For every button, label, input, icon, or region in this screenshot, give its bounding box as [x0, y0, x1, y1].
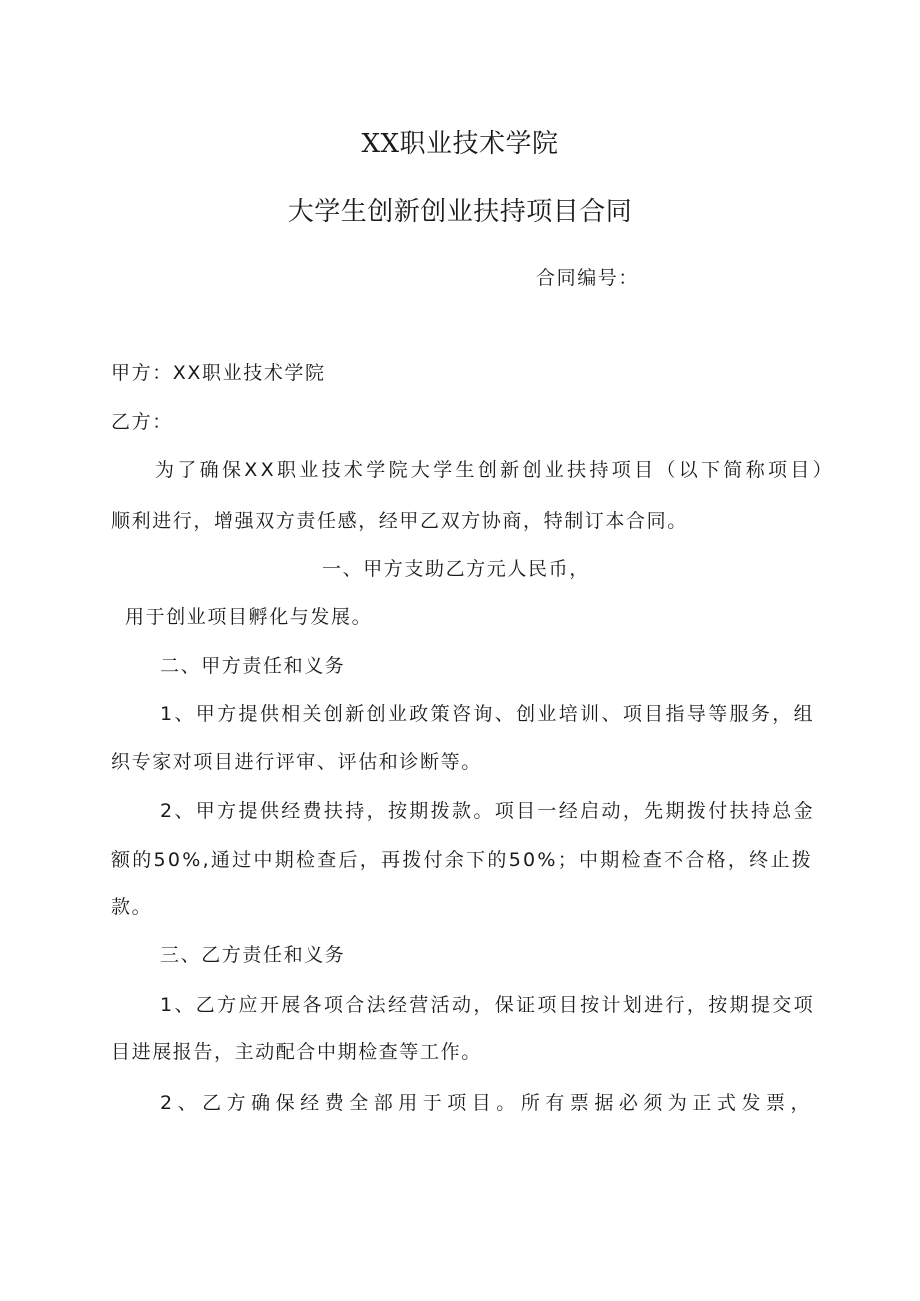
section-2-item-2-line-1: 2、甲方提供经费扶持，按期拨款。项目一经启动，先期拨付扶持总金: [160, 800, 815, 822]
section-2-heading: 二、甲方责任和义务: [160, 655, 346, 677]
section-2-item-1-line-2: 织专家对项目进行评审、评估和诊断等。: [111, 751, 482, 773]
contract-title: 大学生创新创业扶持项目合同: [287, 197, 633, 227]
section-2-item-1-line-1: 1、甲方提供相关创新创业政策咨询、创业培训、项目指导等服务，组: [160, 703, 815, 725]
section-3-item-2-line-1: 2、乙方确保经费全部用于项目。所有票据必须为正式发票，: [160, 1092, 815, 1114]
section-3-item-1-line-2: 目进展报告，主动配合中期检查等工作。: [111, 1041, 482, 1063]
party-a: 甲方：XX职业技术学院: [111, 362, 326, 384]
intro-line-2: 顺利进行，增强双方责任感，经甲乙双方协商，特制订本合同。: [111, 510, 688, 532]
section-3-heading: 三、乙方责任和义务: [160, 944, 346, 966]
section-2-item-2-line-3: 款。: [111, 896, 153, 918]
section-3-item-1-line-1: 1、乙方应开展各项合法经营活动，保证项目按计划进行，按期提交项: [160, 994, 815, 1016]
intro-line-1: 为了确保XX职业技术学院大学生创新创业扶持项目（以下简称项目）: [155, 459, 835, 481]
contract-number-label: 合同编号：: [536, 267, 640, 289]
school-title: XX职业技术学院: [361, 129, 559, 159]
section-1-line-1: 一、甲方支助乙方元人民币，: [322, 558, 590, 580]
party-b: 乙方：: [111, 411, 173, 433]
section-2-item-2-line-2: 额的50%,通过中期检查后，再拨付余下的50%；中期检查不合格，终止拨: [111, 849, 813, 871]
section-1-line-2: 用于创业项目孵化与发展。: [125, 606, 373, 628]
